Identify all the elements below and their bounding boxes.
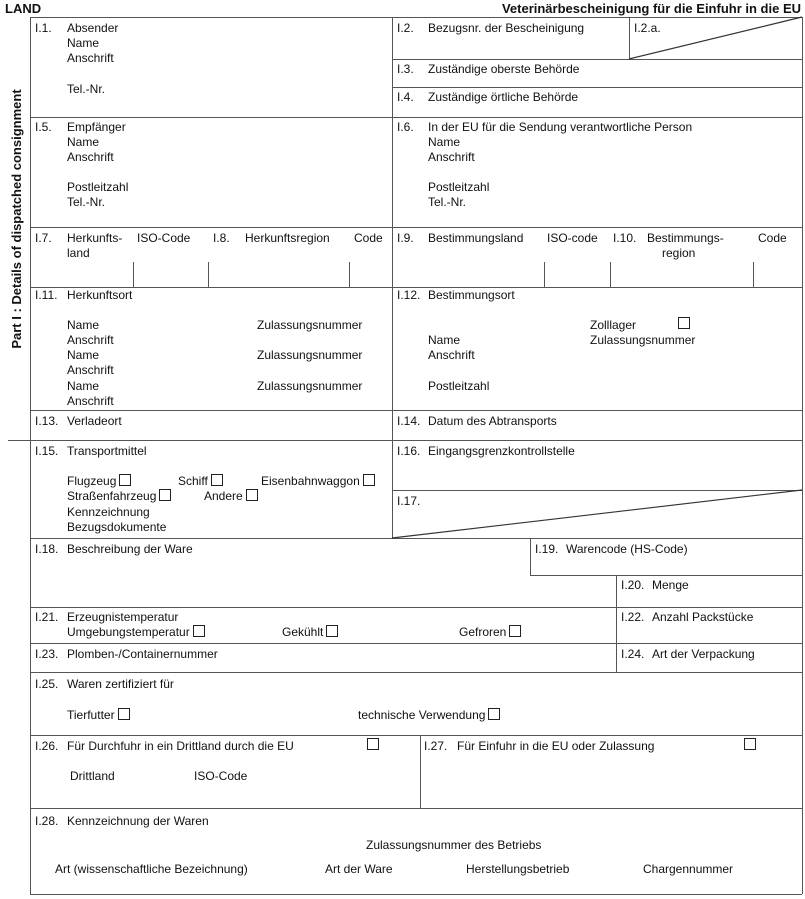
box-number: I.24. — [621, 647, 645, 661]
field-label-address: Anschrift — [67, 333, 114, 347]
transport-option-rail — [261, 474, 375, 489]
field-label-phone: Tel.-Nr. — [428, 195, 467, 209]
box-title: Herkunftsregion — [245, 231, 330, 245]
iso-code-label: ISO-Code — [194, 769, 248, 783]
box-number: I.20. — [621, 578, 645, 592]
option-label: Flugzeug — [67, 474, 117, 488]
box-title: Zuständige örtliche Behörde — [428, 90, 579, 104]
box-number: I.14. — [397, 414, 421, 428]
frozen-checkbox[interactable] — [509, 625, 521, 637]
temperature-option-chilled — [282, 625, 338, 640]
box-title-cont: land — [67, 246, 90, 260]
certificate-title: Veterinärbescheinigung für die Einfuhr in die EU — [501, 1, 801, 16]
box-number: I.2.a. — [634, 21, 661, 35]
ship-checkbox[interactable] — [211, 474, 223, 486]
box-number: I.21. — [35, 610, 59, 624]
box-number: I.13. — [35, 414, 59, 428]
box-title: Absender — [67, 21, 119, 35]
code-label: Code — [758, 231, 787, 245]
temperature-option-frozen — [459, 625, 521, 640]
field-label-name: Name — [67, 318, 100, 332]
box-title: Herkunfts- — [67, 231, 123, 245]
option-label: Schiff — [178, 474, 208, 488]
box-number: I.7. — [35, 231, 52, 245]
box-title: Anzahl Packstücke — [652, 610, 754, 624]
box-title: Waren zertifiziert für — [67, 677, 174, 691]
box-title: Plomben-/Containernummer — [67, 647, 218, 661]
box-title: Bestimmungsland — [428, 231, 524, 245]
approval-number-group-header: Zulassungsnummer des Betriebs — [366, 838, 542, 852]
box-number: I.28. — [35, 814, 59, 828]
field-label-phone: Tel.-Nr. — [67, 82, 106, 96]
box-number: I.23. — [35, 647, 59, 661]
box-number: I.16. — [397, 444, 421, 458]
iso-code-label: ISO-Code — [137, 231, 191, 245]
box-title: Für Einfuhr in die EU oder Zulassung — [457, 739, 655, 753]
box-title: Art der Verpackung — [652, 647, 755, 661]
field-label-postcode: Postleitzahl — [67, 180, 129, 194]
field-label-third-country: Drittland — [70, 769, 115, 783]
i17-strike-diagonal — [392, 490, 802, 538]
box-title: Kennzeichnung der Waren — [67, 814, 209, 828]
ambient-checkbox[interactable] — [193, 625, 205, 637]
country-header: LAND — [5, 1, 42, 16]
option-label: Tierfutter — [67, 708, 115, 722]
field-label-phone: Tel.-Nr. — [67, 195, 106, 209]
box-title: Datum des Abtransports — [428, 414, 557, 428]
column-manufacturing-plant: Herstellungsbetrieb — [466, 862, 570, 876]
box-title: Herkunftsort — [67, 288, 133, 302]
option-label: Umgebungstemperatur — [67, 625, 190, 639]
certified-option-technical — [358, 708, 500, 723]
field-label-name: Name — [428, 333, 461, 347]
box-number: I.2. — [397, 21, 414, 35]
field-label-postcode: Postleitzahl — [428, 180, 490, 194]
code-label: Code — [354, 231, 383, 245]
transport-option-aircraft — [67, 474, 131, 489]
certified-option-feed — [67, 708, 130, 723]
box-number: I.5. — [35, 120, 52, 134]
box-number: I.18. — [35, 542, 59, 556]
field-label-address: Anschrift — [428, 348, 475, 362]
field-label-name: Name — [67, 36, 100, 50]
box-title: Bestimmungs- — [647, 231, 724, 245]
field-label-approval-number: Zulassungsnummer — [590, 333, 696, 347]
technical-use-checkbox[interactable] — [488, 708, 500, 720]
box-title: Warencode (HS-Code) — [566, 542, 688, 556]
box-title: Empfänger — [67, 120, 126, 134]
field-label-name: Name — [67, 348, 100, 362]
box-number: I.1. — [35, 21, 52, 35]
temperature-option-ambient — [67, 625, 205, 640]
aircraft-checkbox[interactable] — [119, 474, 131, 486]
field-label-name: Name — [428, 135, 461, 149]
box-number: I.10. — [613, 231, 637, 245]
iso-code-label: ISO-code — [547, 231, 598, 245]
box-number: I.27. — [424, 739, 448, 753]
box-title: Zuständige oberste Behörde — [428, 62, 580, 76]
transport-option-road — [67, 489, 171, 504]
transport-option-other — [204, 489, 258, 504]
option-label: Eisenbahnwaggon — [261, 474, 360, 488]
box-number: I.15. — [35, 444, 59, 458]
transport-option-ship — [178, 474, 223, 489]
field-label-address: Anschrift — [67, 363, 114, 377]
option-label: technische Verwendung — [358, 708, 486, 722]
box-number: I.11. — [35, 288, 58, 302]
column-species: Art (wissenschaftliche Bezeichnung) — [55, 862, 248, 876]
box-title: Beschreibung der Ware — [67, 542, 193, 556]
option-label: Straßenfahrzeug — [67, 489, 157, 503]
box-title: Bezugsnr. der Bescheinigung — [428, 21, 585, 35]
customs-warehouse-checkbox[interactable] — [678, 317, 690, 329]
field-label-postcode: Postleitzahl — [428, 379, 490, 393]
field-label-approval-number: Zulassungsnummer — [257, 379, 363, 393]
chilled-checkbox[interactable] — [326, 625, 338, 637]
option-label: Andere — [204, 489, 243, 503]
part-one-side-label: Part I : Details of dispatched consignment — [9, 89, 24, 349]
box-title: Verladeort — [67, 414, 122, 428]
box-title: Menge — [652, 578, 689, 592]
feed-checkbox[interactable] — [118, 708, 130, 720]
field-label-address: Anschrift — [67, 394, 114, 408]
option-label: Gefroren — [459, 625, 507, 639]
column-nature-of-commodity: Art der Ware — [325, 862, 393, 876]
field-label-identification: Kennzeichnung — [67, 505, 150, 519]
box-number: I.9. — [397, 231, 414, 245]
box-number: I.4. — [397, 90, 414, 104]
other-checkbox[interactable] — [246, 489, 258, 501]
rail-checkbox[interactable] — [363, 474, 375, 486]
field-label-address: Anschrift — [67, 51, 114, 65]
customs-warehouse-label: Zolllager — [590, 318, 637, 332]
box-number: I.17. — [397, 494, 421, 508]
field-label-address: Anschrift — [67, 150, 114, 164]
box-title: In der EU für die Sendung verantwortliche Person — [428, 120, 693, 134]
box-title: Transportmittel — [67, 444, 147, 458]
column-batch-number: Chargennummer — [643, 862, 734, 876]
box-number: I.22. — [621, 610, 645, 624]
box-title: Erzeugnistemperatur — [67, 610, 179, 624]
field-label-name: Name — [67, 379, 100, 393]
box-number: I.12. — [397, 288, 421, 302]
field-label-documents: Bezugsdokumente — [67, 520, 167, 534]
field-label-name: Name — [67, 135, 100, 149]
box-title-cont: region — [662, 246, 696, 260]
box-number: I.26. — [35, 739, 59, 753]
transit-checkbox[interactable] — [367, 738, 379, 750]
box-number: I.8. — [213, 231, 230, 245]
field-label-approval-number: Zulassungsnummer — [257, 348, 363, 362]
box-title: Eingangsgrenzkontrollstelle — [428, 444, 575, 458]
option-label: Gekühlt — [282, 625, 324, 639]
import-checkbox[interactable] — [744, 738, 756, 750]
field-label-approval-number: Zulassungsnummer — [257, 318, 363, 332]
box-title: Für Durchfuhr in ein Drittland durch die EU — [67, 739, 294, 753]
box-number: I.6. — [397, 120, 414, 134]
road-vehicle-checkbox[interactable] — [159, 489, 171, 501]
field-label-address: Anschrift — [428, 150, 475, 164]
box-title: Bestimmungsort — [428, 288, 515, 302]
box-number: I.25. — [35, 677, 59, 691]
box-number: I.3. — [397, 62, 414, 76]
box-number: I.19. — [535, 542, 559, 556]
